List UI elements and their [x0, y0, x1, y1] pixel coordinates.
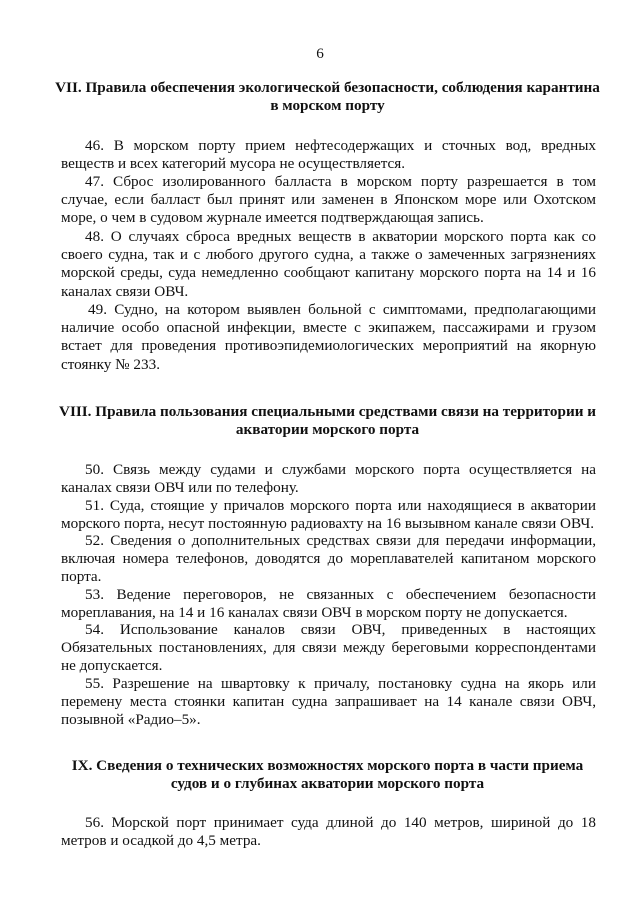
section-heading-line: акватории морского порта	[235, 421, 420, 439]
paragraph-52: 52. Сведения о дополнительных средствах связи для передачи информации, включая номера телефонов, доводятся до мореплавателей капитаном морского порта.	[61, 532, 596, 586]
paragraph-54: 54. Использование каналов связи ОВЧ, приведенных в настоящих Обязательных постановлениях, для связи между береговыми корреспондентами не допускается.	[61, 621, 596, 675]
paragraph-46: 46. В морском порту прием нефтесодержащих и сточных вод, вредных веществ и всех категорий мусора не осуществляется.	[61, 137, 596, 173]
section-heading-line: VIII. Правила пользования специальными средствами связи на территории и	[58, 403, 596, 420]
section-heading-line: VII. Правила обеспечения экологической безопасности, соблюдения карантина	[55, 79, 600, 96]
section-heading-line: судов и о глубинах акватории морского порта	[170, 775, 485, 793]
section-heading-line: в морском порту	[270, 97, 385, 115]
paragraph-50: 50. Связь между судами и службами морского порта осуществляется на каналах связи ОВЧ или по телефону.	[61, 461, 596, 497]
paragraph-51: 51. Суда, стоящие у причалов морского порта или находящиеся в акватории морского порта, несут постоянную радиовахту на 16 вызывном канале связи ОВЧ.	[61, 497, 596, 533]
section-heading-line: IX. Сведения о технических возможностях морского порта в части приема	[71, 757, 584, 774]
section-ix-heading	[45, 757, 610, 793]
paragraph-47: 47. Сброс изолированного балласта в морском порту разрешается в том случае, если балласт был принят или заменен в Японском море или Охотском море, о чем в судовом журнале имеется подтверждающая запись.	[61, 173, 596, 227]
page-number: 6	[316, 45, 324, 62]
paragraph-49: 49. Судно, на котором выявлен больной с симптомами, предполагающими наличие особо опасной инфекции, вместе с экипажем, пассажирами и грузом встает для проведения противоэпидемиологических мероприятий на якорную стоянку № 233.	[61, 301, 596, 373]
section-viii-heading	[45, 403, 610, 439]
paragraph-53: 53. Ведение переговоров, не связанных с обеспечением безопасности мореплавания, на 14 и 16 каналах связи ОВЧ в морском порту не допускается.	[61, 586, 596, 622]
paragraph-56: 56. Морской порт принимает суда длиной до 140 метров, шириной до 18 метров и осадкой до 4,5 метра.	[61, 814, 596, 850]
paragraph-48: 48. О случаях сброса вредных веществ в акватории морского порта как со своего судна, так и с любого другого судна, а также о замеченных загрязнениях морской среды, суда немедленно сообщают капитану морского порта на 14 и 16 каналах связи ОВЧ.	[61, 228, 596, 300]
section-vii-heading	[45, 79, 610, 115]
paragraph-55: 55. Разрешение на швартовку к причалу, постановку судна на якорь или перемену места стоянки капитан судна запрашивает на 14 канале связи ОВЧ, позывной «Радио–5».	[61, 675, 596, 729]
